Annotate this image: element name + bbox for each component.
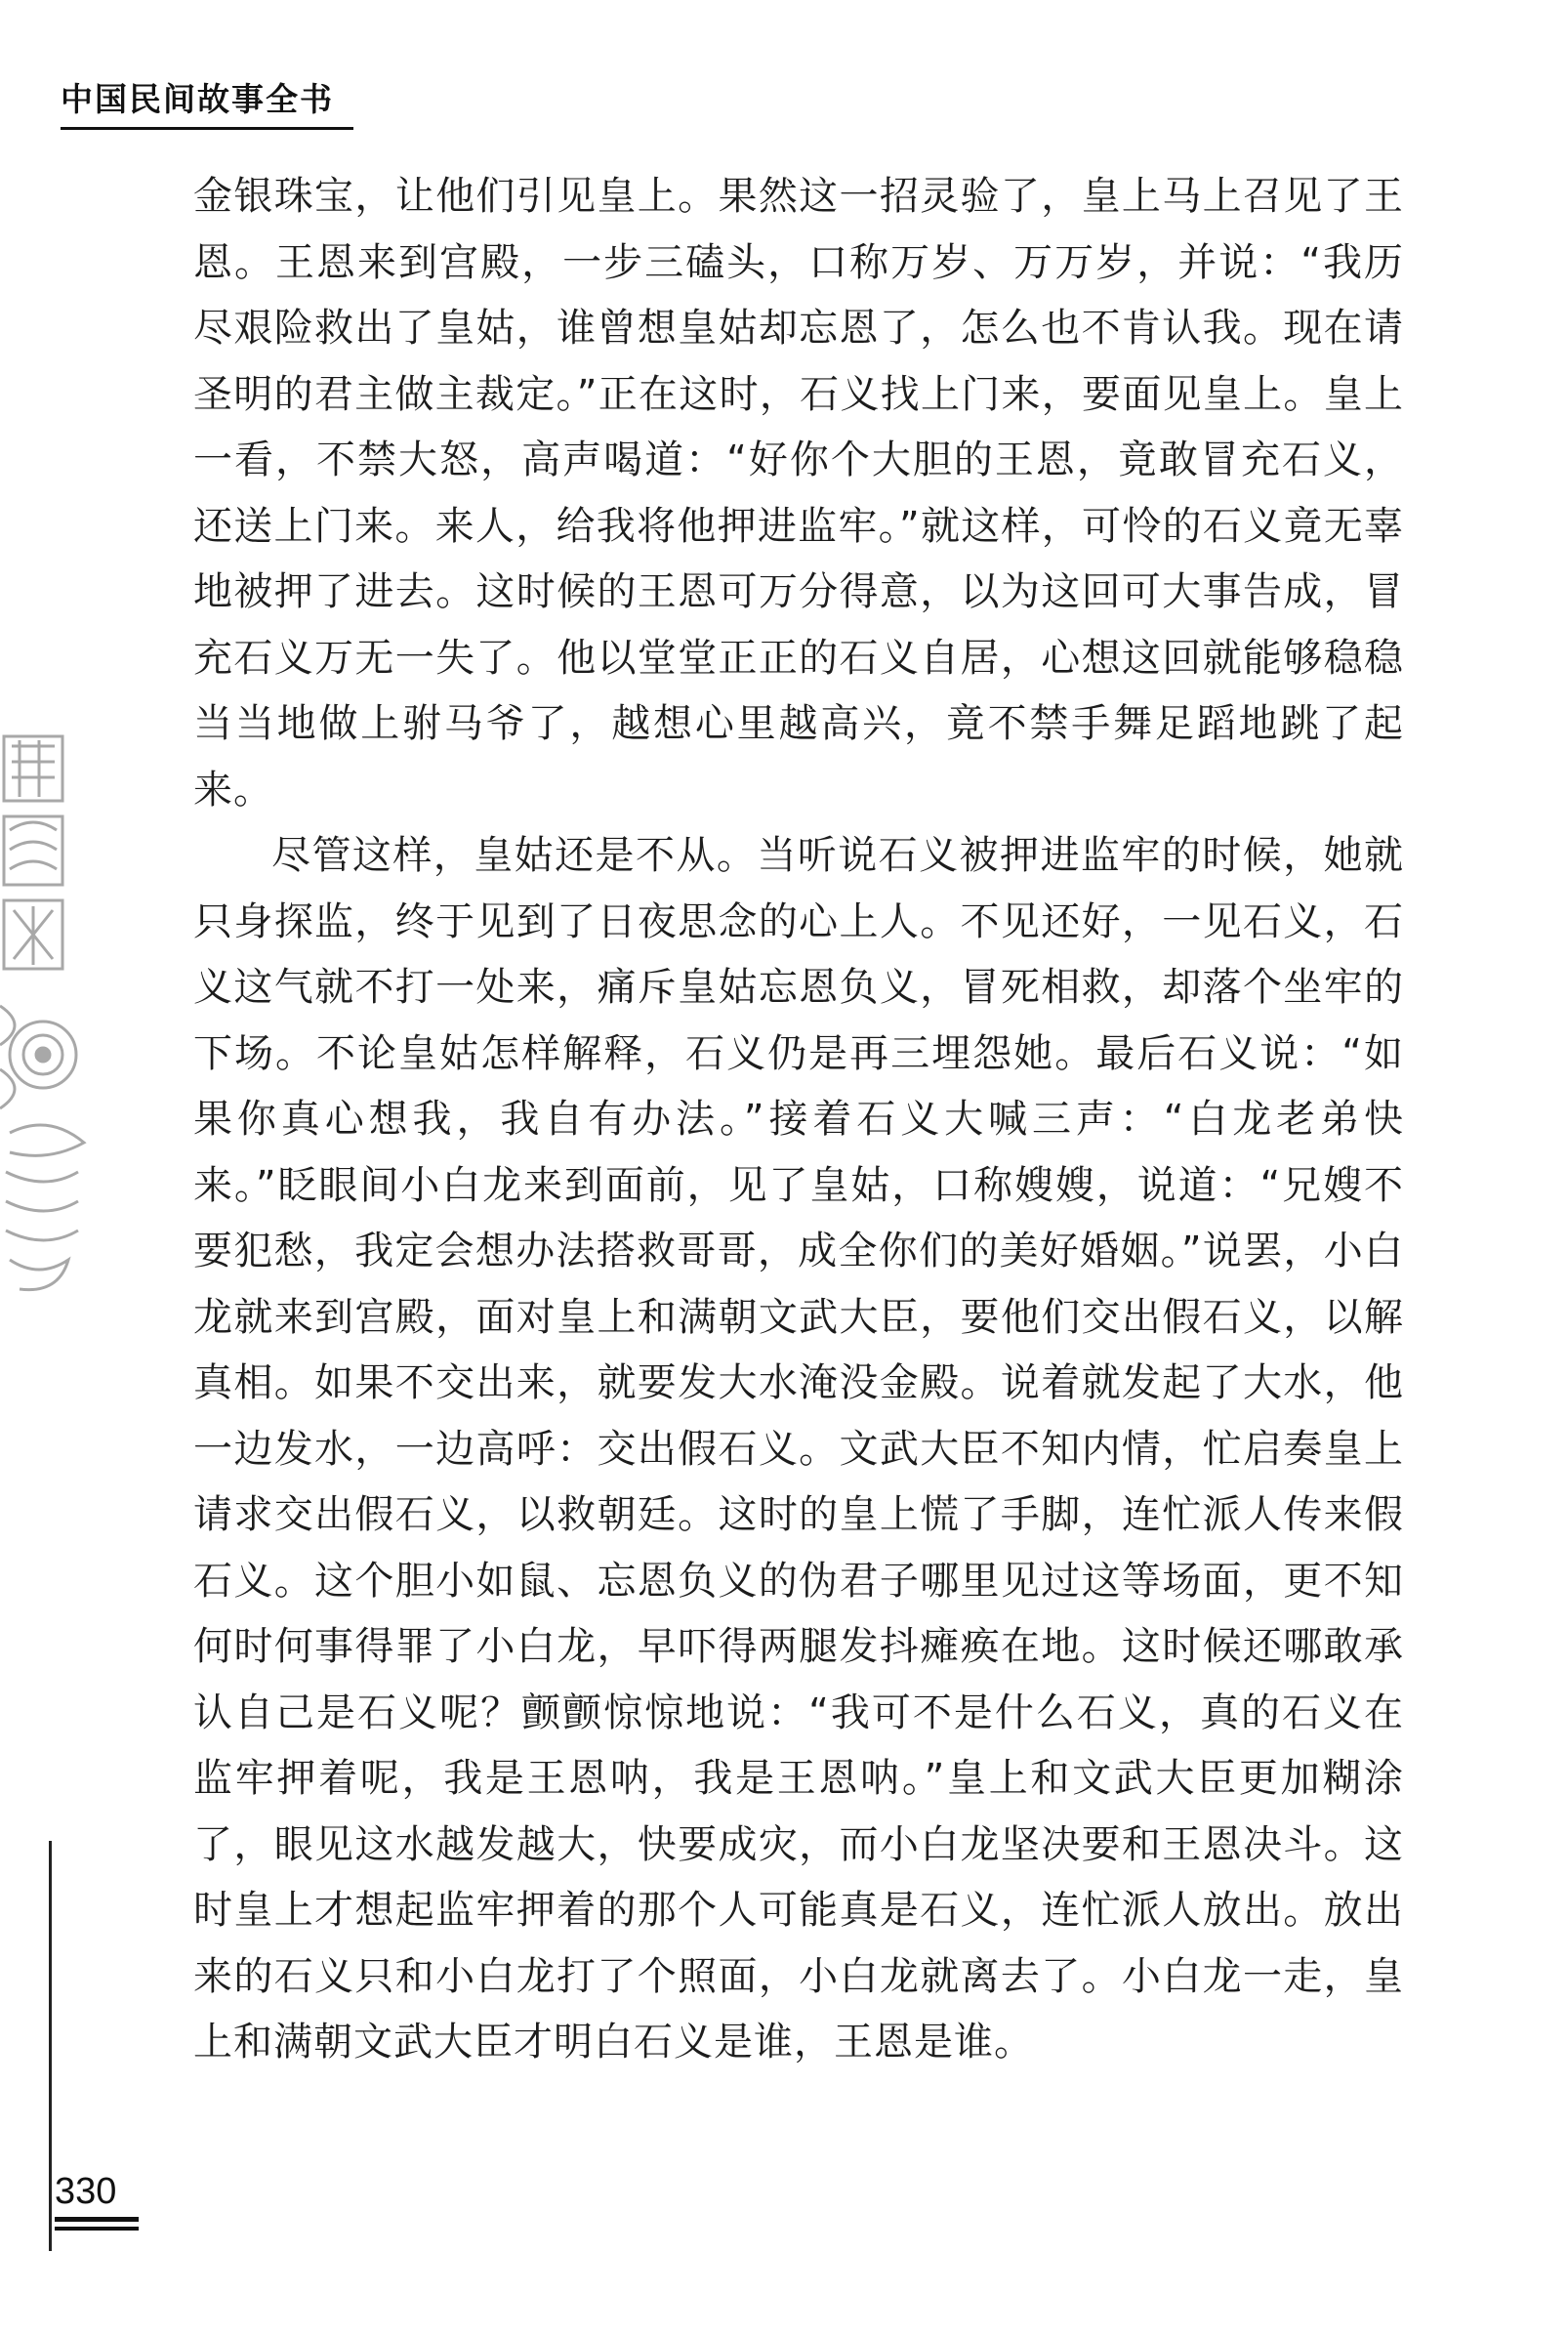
side-ornament <box>0 732 94 1299</box>
page-number: 330 <box>55 2171 117 2212</box>
running-header <box>61 78 392 130</box>
series-title: 中国民间故事全书 <box>61 80 334 118</box>
paragraph: 金银珠宝，让他们引见皇上。果然这一招灵验了，皇上马上召见了王恩。王恩来到宫殿，一步三磕头，口称万岁、万万岁，并说：“我历尽艰险救出了皇姑，谁曾想皇姑却忘恩了，怎么也不肯认我。现在请圣明的君主做主裁定。”正在这时，石义找上门来，要面见皇上。皇上一看，不禁大怒，高声喝道：“好你个大胆的王恩，竟敢冒充石义，还送上门来。来人，给我将他押进监牢。”就这样，可怜的石义竟无辜地被押了进去。这时候的王恩可万分得意，以为这回可大事告成，冒充石义万无一失了。他以堂堂正正的石义自居，心想这回就能够稳稳当当地做上驸马爷了，越想心里越高兴，竟不禁手舞足蹈地跳了起来。 <box>193 174 1404 813</box>
paragraph: 尽管这样，皇姑还是不从。当听说石义被押进监牢的时候，她就只身探监，终于见到了日夜思念的心上人。不见还好，一见石义，石义这气就不打一处来，痛斥皇姑忘恩负义，冒死相救，却落个坐牢的下场。不论皇姑怎样解释，石义仍是再三埋怨她。最后石义说：“如果你真心想我，我自有办法。”接着石义大喊三声：“白龙老弟快来。”眨眼间小白龙来到面前，见了皇姑，口称嫂嫂，说道：“兄嫂不要犯愁，我定会想办法搭救哥哥，成全你们的美好婚姻。”说罢，小白龙就来到宫殿，面对皇上和满朝文武大臣，要他们交出假石义，以解真相。如果不交出来，就要发大水淹没金殿。说着就发起了大水，他一边发水，一边高呼：交出假石义。文武大臣不知内情，忙启奏皇上请求交出假石义，以救朝廷。这时的皇上慌了手脚，连忙派人传来假石义。这个胆小如鼠、忘恩负义的伪君子哪里见过这等场面，更不知何时何事得罪了小白龙，早吓得两腿发抖瘫痪在地。这时候还哪敢承认自己是石义呢？颤颤惊惊地说：“我可不是什么石义，真的石义在监牢押着呢，我是王恩呐，我是王恩呐。”皇上和文武大臣更加糊涂了，眼见这水越发越大，快要成灾，而小白龙坚决要和王恩决斗。这时皇上才想起监牢押着的那个人可能真是石义，连忙派人放出。放出来的石义只和小白龙打了个照面，小白龙就离去了。小白龙一走，皇上和满朝文武大臣才明白石义是谁，王恩是谁。 <box>193 833 1404 2065</box>
folio-bar <box>55 2227 139 2231</box>
folio-bar <box>55 2217 139 2222</box>
header-rule <box>61 127 353 130</box>
folio <box>55 2170 143 2231</box>
margin-rule <box>49 1841 52 2251</box>
story-body <box>193 164 1404 2076</box>
